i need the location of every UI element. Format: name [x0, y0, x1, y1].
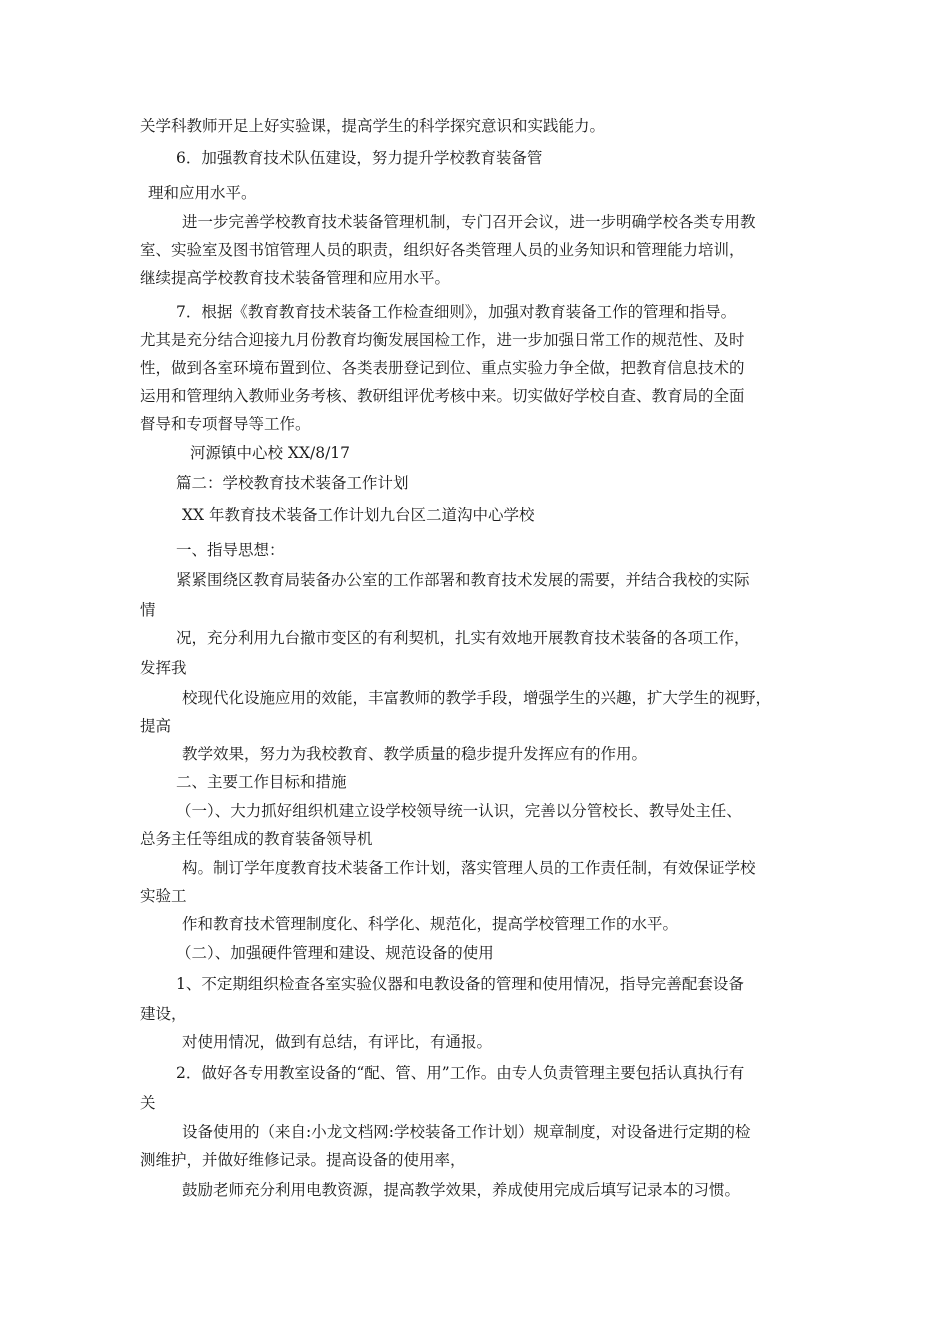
- text-line: 6．加强教育技术队伍建设，努力提升学校教育装备管: [176, 149, 543, 167]
- text-line: 总务主任等组成的教育装备领导机: [140, 830, 373, 848]
- text-line: 鼓励老师充分利用电教资源，提高教学效果，养成使用完成后填写记录本的习惯。: [182, 1181, 741, 1199]
- plan-title: XX 年教育技术装备工作计划九台区二道沟中心学校: [182, 506, 535, 524]
- text-line: 2．做好各专用教室设备的“配、管、用”工作。由专人负责管理主要包括认真执行有: [176, 1064, 745, 1082]
- text-line: 关学科教师开足上好实验课，提高学生的科学探究意识和实践能力。: [140, 117, 606, 135]
- text-line: 构。制订学年度教育技术装备工作计划，落实管理人员的工作责任制，有效保证学校: [182, 859, 756, 877]
- text-line: 对使用情况，做到有总结，有评比，有通报。: [182, 1033, 493, 1051]
- text-line: 1、不定期组织检查各室实验仪器和电教设备的管理和使用情况，指导完善配套设备: [176, 975, 744, 993]
- text-line: 室、实验室及图书馆管理人员的职责，组织好各类管理人员的业务知识和管理能力培训，: [140, 241, 745, 259]
- text-line: 7．根据《教育教育技术装备工作检查细则》，加强对教育装备工作的管理和指导。: [176, 303, 737, 321]
- text-line: 建设，: [140, 1005, 187, 1023]
- text-line: 尤其是充分结合迎接九月份教育均衡发展国检工作，进一步加强日常工作的规范性、及时: [140, 331, 745, 349]
- text-line: 性，做到各室环境布置到位、各类表册登记到位、重点实验力争全做，把教育信息技术的: [140, 359, 745, 377]
- text-line: 运用和管理纳入教师业务考核、教研组评优考核中来。切实做好学校自查、教育局的全面: [140, 387, 745, 405]
- text-line: 实验工: [140, 887, 187, 905]
- text-line: 作和教育技术管理制度化、科学化、规范化，提高学校管理工作的水平。: [182, 915, 679, 933]
- text-line: 设备使用的（来自:小龙文档网:学校装备工作计划）规章制度，对设备进行定期的检: [182, 1123, 751, 1141]
- heading-line: （二）、加强硬件管理和建设、规范设备的使用: [176, 944, 494, 962]
- text-line: 测维护，并做好维修记录。提高设备的使用率，: [140, 1151, 466, 1169]
- heading-line: 一、指导思想：: [176, 541, 285, 559]
- text-line: （一）、大力抓好组织机建立设学校领导统一认识，完善以分管校长、教导处主任、: [176, 802, 742, 820]
- signature-line: 河源镇中心校 XX/8/17: [190, 444, 351, 462]
- text-line: 督导和专项督导等工作。: [140, 415, 311, 433]
- text-line: 提高: [140, 717, 172, 735]
- heading-line: 二、主要工作目标和措施: [176, 773, 347, 791]
- text-line: 进一步完善学校教育技术装备管理机制，专门召开会议，进一步明确学校各类专用教: [182, 213, 756, 231]
- text-line: 情: [140, 601, 156, 619]
- text-line: 关: [140, 1094, 156, 1112]
- text-line: 继续提高学校教育技术装备管理和应用水平。: [140, 269, 451, 287]
- text-line: 紧紧围绕区教育局装备办公室的工作部署和教育技术发展的需要，并结合我校的实际: [176, 571, 750, 589]
- section-title: 篇二：学校教育技术装备工作计划: [176, 474, 409, 492]
- text-line: 校现代化设施应用的效能，丰富教师的教学手段，增强学生的兴趣，扩大学生的视野，: [182, 689, 772, 707]
- text-line: 理和应用水平。: [148, 184, 257, 202]
- text-line: 况，充分利用九台撤市变区的有利契机，扎实有效地开展教育技术装备的各项工作，: [176, 629, 750, 647]
- text-line: 发挥我: [140, 659, 187, 677]
- text-line: 教学效果，努力为我校教育、教学质量的稳步提升发挥应有的作用。: [182, 745, 648, 763]
